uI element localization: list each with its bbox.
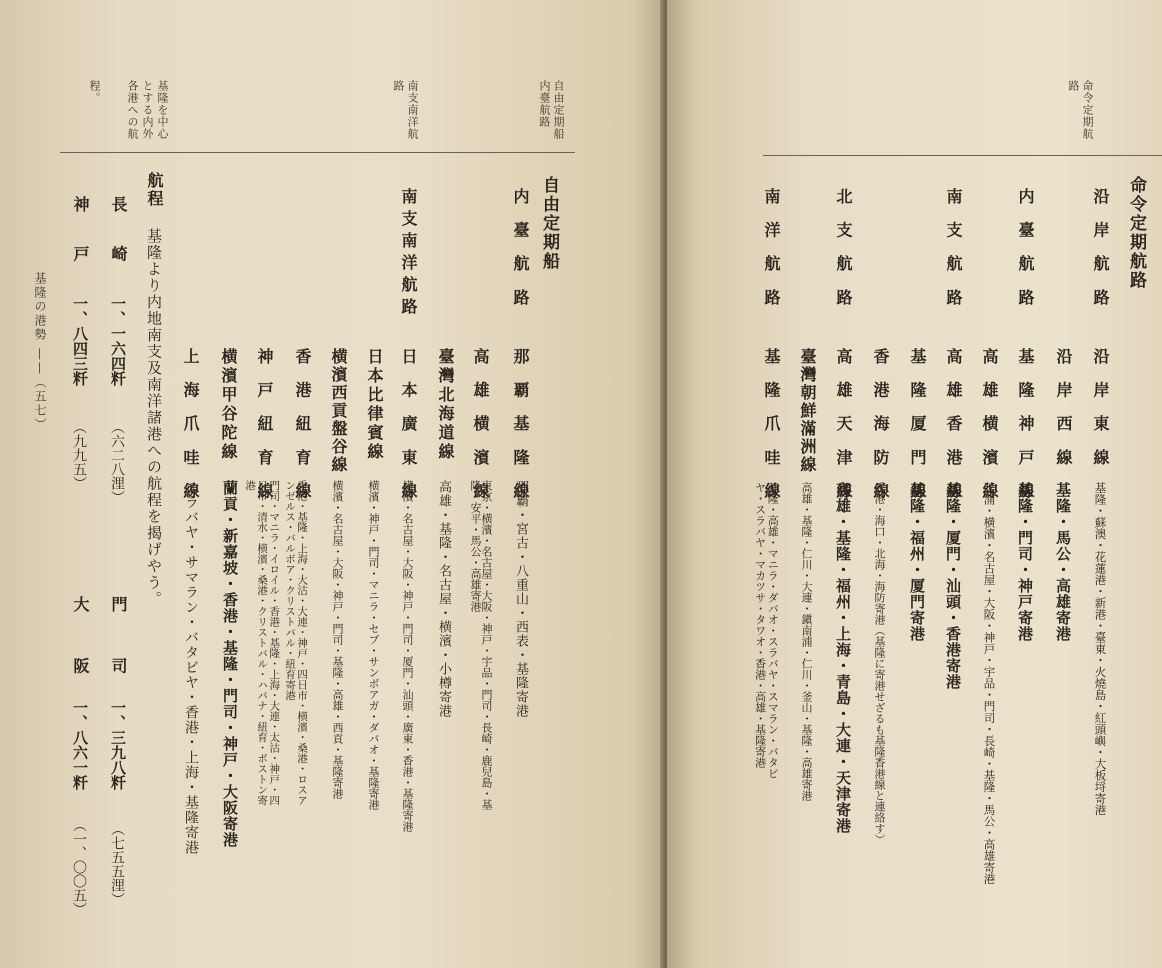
margin-note-keelung-4: 程。 [88, 80, 101, 104]
section-heading-order-route: 命令定期航路 [1126, 176, 1146, 290]
route-name: 基 隆 厦 門 線 [908, 348, 927, 505]
route-name: 基 隆 爪 哇 線 [762, 348, 781, 505]
route-name: 横濱甲谷陀線 [219, 348, 238, 462]
distance-value: 一、一六四粁 [109, 296, 127, 386]
route-detail: 基隆・門司・神戸寄港 [1016, 482, 1034, 642]
route-detail: 東京・横濱・名古屋・大阪・神戸・宇品・門司・長崎・鹿兒島・基隆・安平・馬公・高雄寄港 [469, 480, 493, 810]
margin-separator [763, 155, 1162, 156]
route-name: 高 雄 天 津 線 [834, 348, 853, 505]
margin-note-keelung-3: 各港への航 [126, 80, 139, 140]
route-group-name: 北 支 航 路 [834, 188, 853, 311]
distance-value: 一、八四三粁 [71, 296, 89, 386]
distance-value: 一、八六一粁 [71, 700, 89, 790]
route-detail: 基隆・馬公・高雄寄港 [1054, 482, 1072, 642]
route-detail: 基隆・厦門・汕頭・香港寄港 [944, 482, 962, 690]
route-name: 沿 岸 西 線 [1054, 348, 1073, 471]
route-detail: 香港・基隆・上海・大沽・大連・神戸・四日市・横濱・桑港・ロスアンゼルス・バルボア・クリストバル・紐育寄港 [284, 480, 309, 806]
margin-note-keelung-1: 基隆を中心 [156, 80, 169, 140]
intro-text: 基隆より内地南支及南洋諸港への航程を揭げやう。 [145, 228, 163, 608]
route-name: 上 海 爪 哇 線 [181, 348, 200, 505]
margin-note-order-route: 命令定期航 [1081, 80, 1094, 140]
route-name: 高 雄 香 港 線 [944, 348, 963, 505]
route-name: 香 港 海 防 線 [871, 348, 890, 505]
route-detail: 門司・マニラ・イロイル・香港・基隆・上海・大連・太沽・神戸・四日市・清水・横濱・桑港・クリストバル・ハバナ・紐育・ボストン寄港 [244, 480, 281, 806]
margin-note-taiwan-route: 内臺航路 [538, 80, 551, 128]
route-name: 高 雄 横 濱 線 [980, 348, 999, 505]
route-group-name: 南 洋 航 路 [762, 188, 781, 311]
margin-note-keelung-2: とする内外 [141, 80, 154, 140]
margin-note-south-route-2: 路 [392, 80, 405, 92]
route-detail: 蘭貢・新嘉坡・香港・基隆・門司・神戸・大阪寄港 [221, 480, 239, 848]
route-detail: スラバヤ・サマラン・バタビヤ・香港・上海・基隆寄港 [183, 480, 199, 855]
route-detail: 横濱・名古屋・大阪・神戸・門司・厦門・汕頭・廣東・香港・基隆寄港 [401, 480, 414, 832]
route-name: 日 本 廣 東 線 [399, 348, 418, 505]
route-detail: 那覇・宮古・八重山・西表・基隆寄港 [513, 480, 528, 718]
route-detail: 芝浦・横濱・名古屋・大阪・神戸・宇品・門司・長崎・基隆・馬公・高雄寄港 [982, 482, 997, 885]
section-title-taiwan: 内 臺 航 路 [511, 188, 530, 311]
route-name: 高 雄 横 濱 線 [471, 348, 490, 505]
route-name: 基 隆 神 戸 線 [1016, 348, 1035, 505]
route-name: 香 港 紐 育 線 [293, 348, 312, 505]
section-title-south: 南支南洋航路 [399, 188, 418, 320]
route-group-name: 沿 岸 航 路 [1091, 188, 1110, 311]
distance-value: 一、三九八粁 [109, 700, 127, 790]
route-group-name: 南 支 航 路 [944, 188, 963, 311]
margin-note-free-ship: 自由定期船 [552, 80, 565, 140]
distance-paren: （一、〇〇五） [71, 818, 87, 916]
route-name: 沿 岸 東 線 [1091, 348, 1110, 471]
route-name: 神 戸 紐 育 線 [255, 348, 274, 505]
route-detail: 横濱・神戸・門司・マニラ・セブ・サンボアガ・ダバオ・基隆寄港 [367, 480, 380, 810]
distance-port: 門 司 [109, 596, 128, 694]
route-detail: 高雄・基隆・仁川・大連・鎭南浦・仁川・釜山・基隆・高雄寄港 [800, 482, 813, 801]
route-name: 那 覇 基 隆 線 [511, 348, 530, 505]
route-detail: 香港・海口・北海・海防寄港（基隆に寄港せざるも基隆香港線と連絡す） [873, 482, 886, 845]
route-detail: 基隆・高雄・マニラ・ダバオ・スラバヤ・スマラン・バタビヤ・スラバヤ・マカツサ・タワオ・香港・高雄・基隆寄港 [753, 482, 780, 779]
distance-port: 神 戸 [71, 196, 90, 276]
distance-paren: （九九五） [71, 420, 87, 490]
distance-paren: （六二八浬） [109, 420, 125, 504]
section-heading-free-ship: 自由定期船 [539, 176, 559, 271]
intro-label: 航程 [145, 172, 164, 208]
margin-separator [60, 152, 575, 153]
distance-port: 大 阪 [71, 596, 90, 694]
route-group-name: 内 臺 航 路 [1016, 188, 1035, 311]
right-page [667, 0, 1162, 968]
route-detail: 基隆・蘇澳・花蓮港・新港・臺東・火燒島・紅頭嶼・大板埒寄港 [1093, 482, 1108, 816]
margin-note-south-route: 南支南洋航 [406, 80, 419, 140]
distance-port: 長 崎 [109, 196, 128, 276]
distance-paren: （七五五浬） [109, 822, 125, 906]
route-name: 臺灣北海道線 [436, 348, 455, 462]
route-detail: 基隆・福州・厦門寄港 [908, 482, 926, 642]
route-name: 横濱西貢盤谷線 [329, 348, 348, 474]
route-name: 臺灣朝鮮滿洲線 [798, 348, 817, 474]
route-detail: 高雄・基隆・名古屋・横濱・小樽寄港 [436, 480, 451, 718]
route-name: 日本比律賓線 [365, 348, 384, 462]
page-footer: 基隆の港勢 ——（五七） [33, 272, 47, 432]
margin-note-order-route-2: 路 [1067, 80, 1080, 92]
route-detail: 横濱・名古屋・大阪・神戸・門司・基隆・高雄・西貢・基隆寄港 [331, 480, 344, 799]
route-detail: 高雄・基隆・福州・上海・青島・大連・天津寄港 [834, 482, 852, 834]
